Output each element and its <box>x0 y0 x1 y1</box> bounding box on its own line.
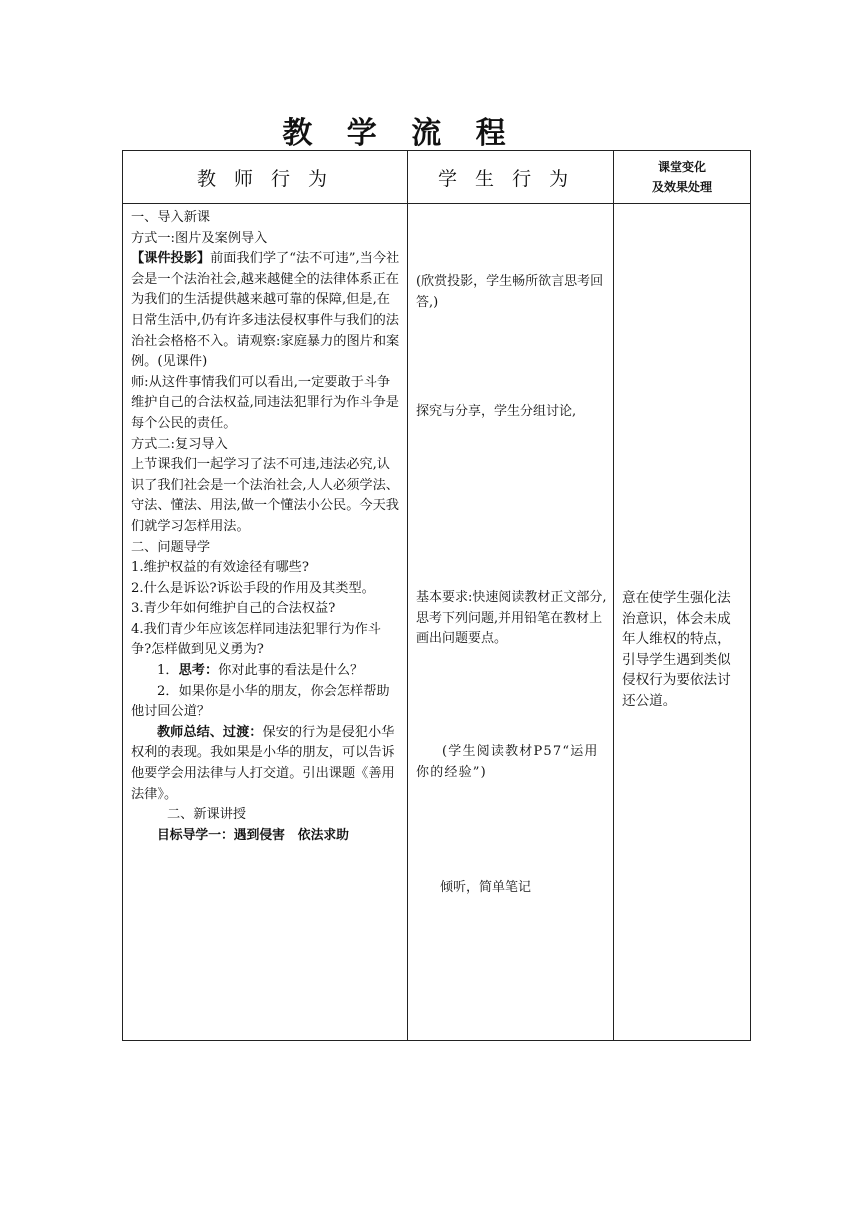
summary-text: 保安的行为是侵犯小华权利的表现。我如果是小华的朋友，可以告诉他要学会用法律与人打交道。引出课题《善用法律》。 <box>131 724 395 802</box>
lesson-plan-table <box>122 150 751 1041</box>
question-2: 2.什么是诉讼?诉讼手段的作用及其类型。 <box>131 580 375 596</box>
goal-one: 目标导学一：遇到侵害 依法求助 <box>157 827 349 843</box>
think-item-2 <box>131 682 401 723</box>
section-new-lesson: 二、新课讲授 <box>167 807 247 823</box>
think-number: 1． <box>157 663 179 679</box>
section-questions: 二、问题导学 <box>131 539 211 555</box>
page-title: 教 学 流 程 <box>282 116 518 151</box>
header-student: 学 生 行 为 <box>408 151 614 204</box>
student-note-1: (欣赏投影，学生畅所欲言思考回答,) <box>416 274 604 310</box>
student-note-2: 探究与分享，学生分组讨论, <box>416 404 577 419</box>
projection-text: 前面我们学了“法不可违”,当今社会是一个法治社会,越来越健全的法律体系正在为我们的生活提供越来越可靠的保障,但是,在日常生活中,仍有许多违法侵权事件与我们的法治社会格格不入。请观察:家庭暴力的图片和案例。(见课件) <box>131 251 400 370</box>
content-row <box>123 204 751 1041</box>
effect-note: 意在使学生强化法治意识，体会未成年人维权的特点，引导学生遇到类似侵权行为要依法讨还公道。 <box>622 590 731 709</box>
header-row <box>123 151 751 204</box>
header-effect-line2: 及效果处理 <box>651 180 712 194</box>
header-teacher: 教 师 行 为 <box>123 151 408 204</box>
think-item-2-text: 2．如果你是小华的朋友，你会怎样帮助他讨回公道？ <box>131 683 390 720</box>
think-item-1 <box>131 661 401 682</box>
think-label: 思考： <box>178 663 219 679</box>
effect-column <box>614 204 751 1041</box>
summary-label: 教师总结、过渡： <box>157 724 263 740</box>
header-effect-line1: 课堂变化 <box>657 160 706 174</box>
review-paragraph: 上节课我们一起学习了法不可违,违法必究,认识了我们社会是一个法治社会,人人必须学法、守法、懂法、用法,做一个懂法小公民。今天我们就学习怎样用法。 <box>131 457 399 534</box>
header-effect <box>614 151 751 204</box>
teacher-column <box>123 204 408 1041</box>
summary-paragraph <box>131 723 401 805</box>
student-note-4: (学生阅读教材P57“运用你的经验”) <box>416 744 599 780</box>
question-1: 1.维护权益的有效途径有哪些? <box>131 560 309 576</box>
method-one: 方式一:图片及案例导入 <box>131 230 268 246</box>
student-note-3: 基本要求:快速阅读教材正文部分,思考下列问题,并用铅笔在教材上画出问题要点。 <box>416 590 607 647</box>
teacher-remark: 师:从这件事情我们可以看出,一定要敢于斗争维护自己的合法权益,同违法犯罪行为作斗争是每个公民的责任。 <box>131 374 399 431</box>
section-intro: 一、导入新课 <box>131 210 211 225</box>
projection-label: 【课件投影】 <box>131 251 211 267</box>
question-3: 3.青少年如何维护自己的合法权益? <box>131 601 336 617</box>
student-column <box>408 204 614 1041</box>
student-note-5: 倾听，简单笔记 <box>440 880 532 895</box>
projection-paragraph <box>131 249 401 373</box>
think-text: 你对此事的看法是什么？ <box>218 663 364 679</box>
method-two: 方式二:复习导入 <box>131 436 228 452</box>
question-4: 4.我们青少年应该怎样同违法犯罪行为作斗争?怎样做到见义勇为? <box>131 621 381 658</box>
